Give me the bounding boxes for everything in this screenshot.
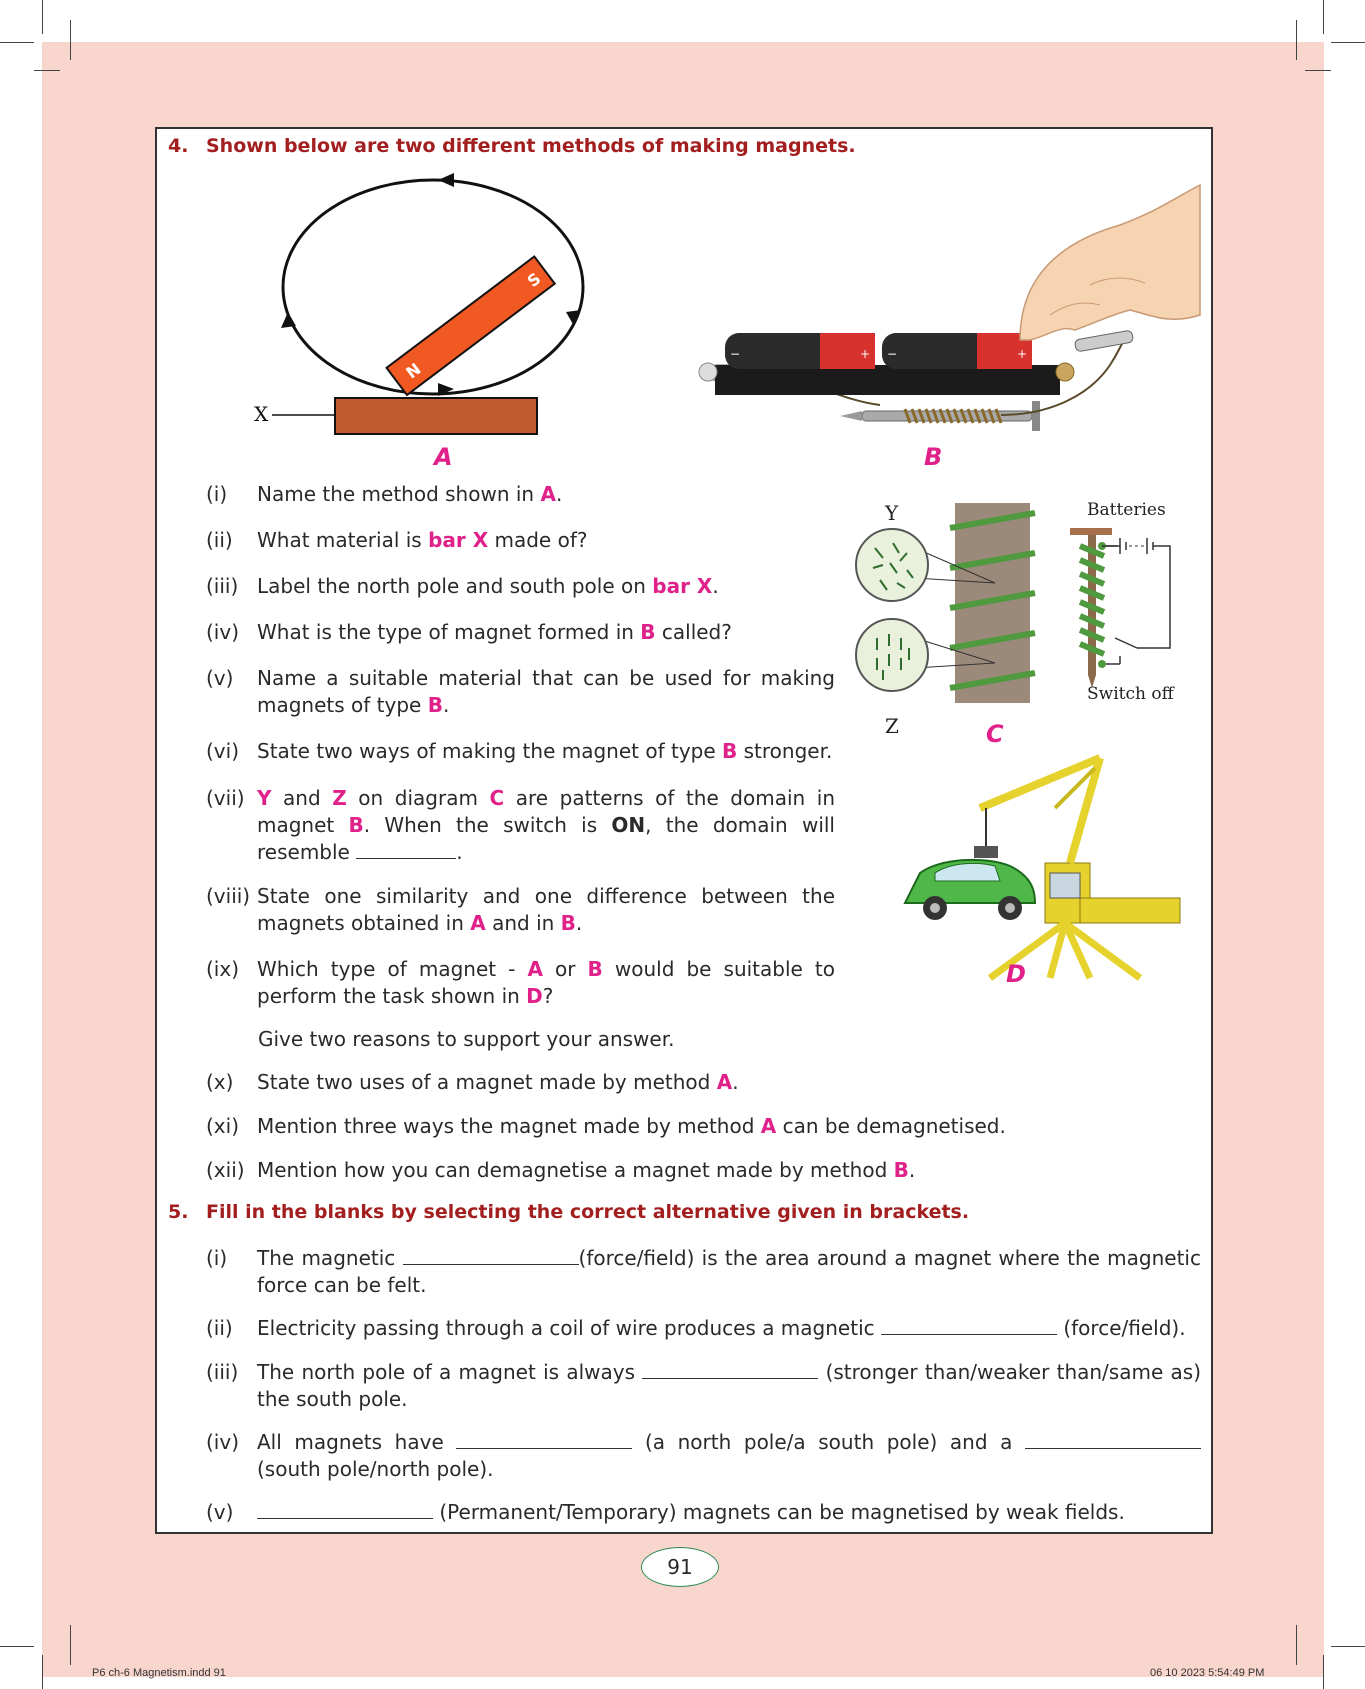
crop-mark	[1331, 42, 1365, 43]
switch	[1115, 638, 1137, 648]
crop-mark	[70, 20, 71, 60]
answer-blank[interactable]	[257, 1500, 433, 1519]
crop-mark	[34, 70, 60, 71]
car	[905, 860, 1035, 920]
q4-item-ix: (ix) Which type of magnet - A or B would be suitable to perform the task shown in D?	[206, 957, 835, 1008]
figure-d-label: D	[1006, 960, 1026, 988]
q5-item-iii: (iii) The north pole of a magnet is always (stronger than/weaker than/same as) the south pole.	[206, 1360, 1202, 1411]
crop-mark	[70, 1625, 71, 1665]
item-number: (iv)	[206, 620, 239, 644]
item-number: (v)	[206, 1500, 234, 1524]
item-number: (ii)	[206, 528, 233, 552]
item-number: (v)	[206, 666, 234, 690]
item-number: (viii)	[206, 884, 251, 908]
svg-text:−: −	[730, 347, 741, 361]
svg-text:+: +	[860, 347, 871, 361]
answer-blank[interactable]	[1025, 1430, 1201, 1449]
q4-item-viii: (viii) State one similarity and one difference between the magnets obtained in A and in B.	[206, 884, 835, 935]
crop-mark	[1305, 70, 1331, 71]
crop-mark	[1296, 1625, 1297, 1665]
question-text: Fill in the blanks by selecting the correct alternative given in brackets.	[206, 1201, 970, 1223]
figure-a-label: A	[434, 443, 453, 471]
question-text: Shown below are two different methods of making magnets.	[206, 135, 856, 157]
item-number: (ii)	[206, 1316, 233, 1340]
hand	[1020, 185, 1200, 340]
question-number: 4.	[168, 135, 189, 157]
figure-c-domains	[845, 498, 1205, 738]
figure-d-crane	[900, 748, 1200, 983]
question-number: 5.	[168, 1201, 189, 1223]
crop-mark	[0, 42, 34, 43]
arrow-head	[438, 173, 454, 187]
bar-x-label: X	[254, 402, 269, 426]
answer-blank[interactable]	[642, 1360, 818, 1379]
arrow-head	[566, 310, 581, 326]
electromagnet	[974, 846, 998, 858]
bar-magnet	[387, 257, 555, 395]
batteries-label: Batteries	[1087, 500, 1166, 520]
arrow-head	[281, 312, 296, 328]
item-number: (xi)	[206, 1114, 239, 1138]
figure-a-stroking	[240, 165, 620, 465]
crop-mark	[42, 0, 43, 34]
item-number: (vii)	[206, 786, 245, 810]
svg-text:+: +	[1017, 347, 1028, 361]
bar-x	[335, 398, 537, 434]
slug-left: P6 ch-6 Magnetism.indd 91	[92, 1667, 226, 1679]
item-number: (xii)	[206, 1158, 245, 1182]
magnet-n-label: N	[402, 359, 425, 383]
q4-item-ix-extra: Give two reasons to support your answer.	[258, 1027, 675, 1051]
switch-off-label: Switch off	[1087, 684, 1174, 704]
q5-item-i: (i) The magnetic (force/field) is the area around a magnet where the magnetic force can be felt.	[206, 1246, 1201, 1297]
item-number: (x)	[206, 1070, 234, 1094]
item-number: (iv)	[206, 1430, 239, 1454]
battery-holder	[715, 365, 1060, 395]
item-number: (i)	[206, 1246, 228, 1270]
item-number: (iii)	[206, 1360, 239, 1384]
svg-text:−: −	[887, 347, 898, 361]
answer-blank[interactable]	[456, 1430, 632, 1449]
figure-c-label: C	[986, 720, 1004, 748]
q4-item-vii: (vii) Y and Z on diagram C are patterns of the domain in magnet B. When the switch is ON, the domain will resemble .	[206, 786, 836, 864]
crop-mark	[1323, 0, 1324, 34]
item-number: (vi)	[206, 739, 239, 763]
question-4-heading	[168, 135, 856, 157]
figure-b-electromagnet	[690, 165, 1200, 455]
figure-b-label: B	[924, 443, 943, 471]
crop-mark	[1331, 1646, 1365, 1647]
q5-item-iv: (iv) All magnets have (a north pole/a south pole) and a (south pole/north pole).	[206, 1429, 1202, 1489]
crop-mark	[1323, 1655, 1324, 1689]
item-number: (i)	[206, 482, 228, 506]
answer-blank[interactable]	[356, 840, 456, 859]
q4-item-v: (v) Name a suitable material that can be used for making magnets of type B.	[206, 666, 835, 717]
circuit-wire	[1137, 546, 1170, 648]
crop-mark	[42, 1655, 43, 1689]
page-number: 91	[641, 1547, 719, 1587]
crop-mark	[1296, 20, 1297, 60]
answer-blank[interactable]	[881, 1316, 1057, 1335]
domain-circle-z	[856, 619, 928, 691]
domain-y-label: Y	[885, 501, 899, 525]
crop-mark	[0, 1646, 34, 1647]
item-number: (ix)	[206, 957, 239, 981]
answer-blank[interactable]	[403, 1246, 579, 1265]
crocodile-clip	[1074, 330, 1133, 352]
slug-right: 06 10 2023 5:54:49 PM	[1150, 1667, 1265, 1679]
domain-z-label: Z	[885, 714, 899, 738]
item-number: (iii)	[206, 574, 239, 598]
question-5-heading	[168, 1201, 969, 1223]
nail-head	[1070, 528, 1112, 535]
magnet-s-label: S	[523, 268, 545, 291]
